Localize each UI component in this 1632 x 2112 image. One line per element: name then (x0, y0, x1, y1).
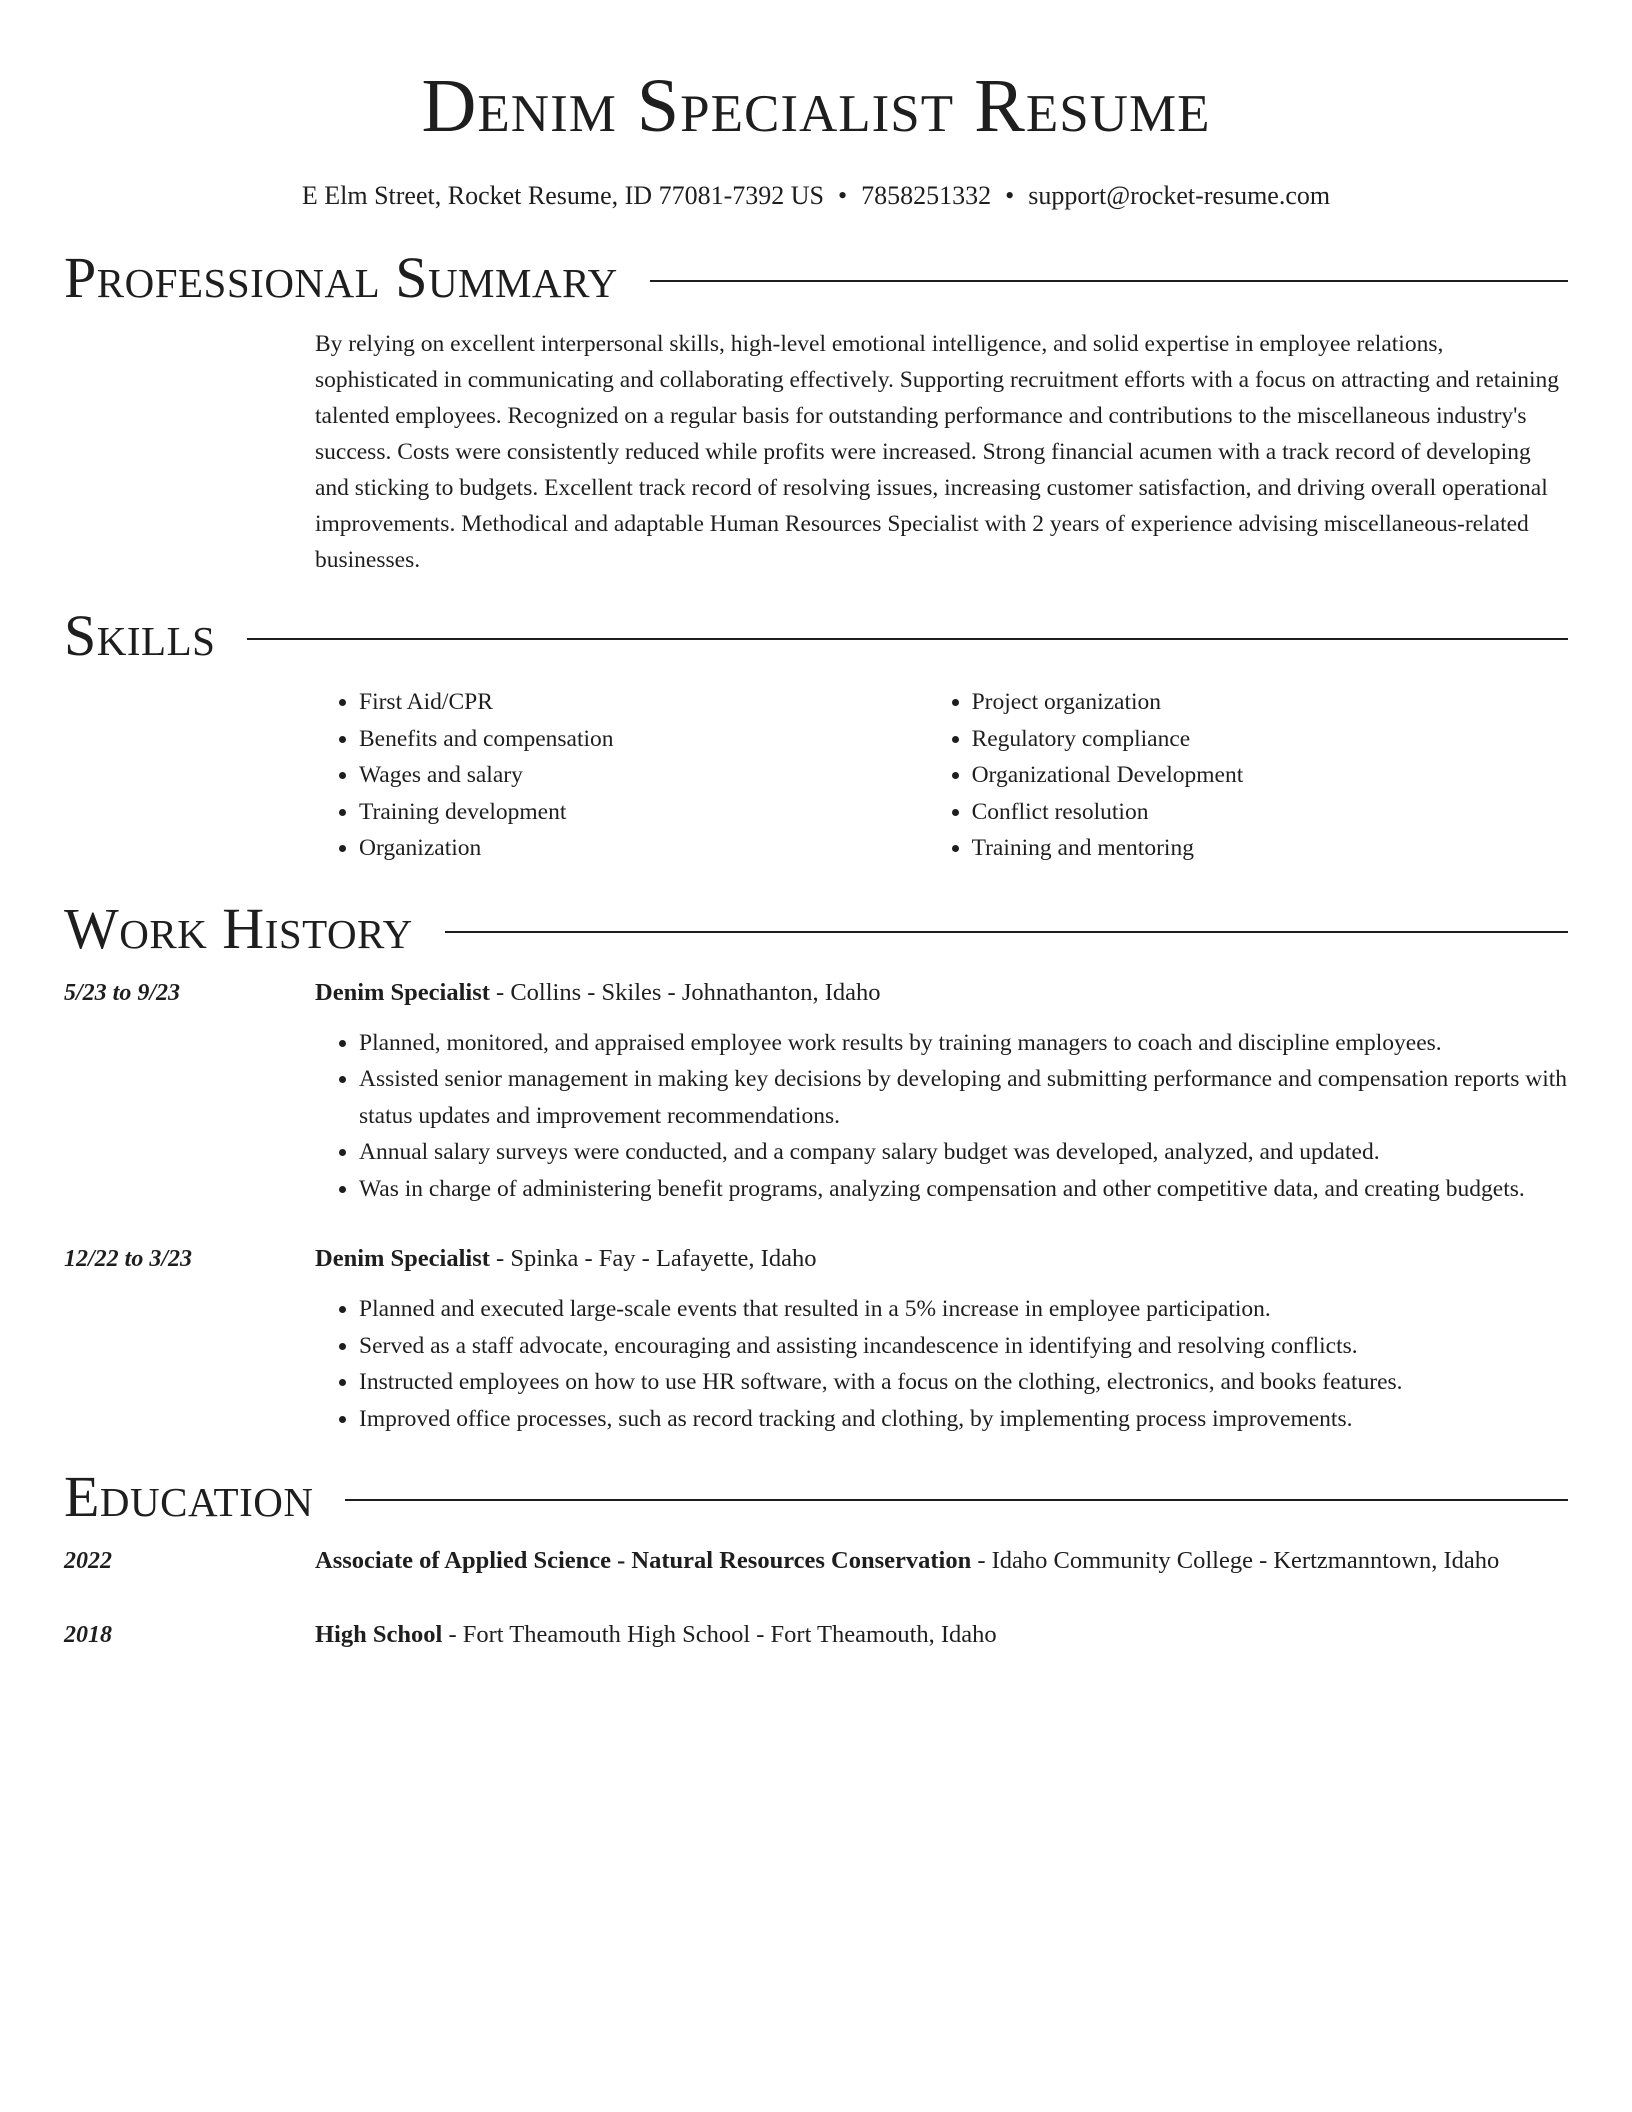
job-heading (315, 1241, 1568, 1277)
contact-separator: • (837, 181, 848, 210)
section-divider (445, 931, 1568, 933)
job-bullet: • Was in charge of administering benefit programs, analyzing compensation and other competitive data, and creating budgets. (359, 1171, 1568, 1208)
skills-list (315, 684, 1568, 867)
skill-item: • Organizational Development (972, 757, 1568, 794)
resume-page (64, 0, 1568, 1653)
education-date: 2022 (64, 1548, 112, 1574)
skill-item: • Organization (359, 830, 928, 867)
job-details: - Collins - Skiles - Johnathanton, Idaho (489, 978, 881, 1006)
section-divider (650, 280, 1568, 282)
job-bullet: • Instructed employees on how to use HR software, with a focus on the clothing, electronics, and books features. (359, 1364, 1568, 1401)
summary-heading: Professional Summary (64, 245, 618, 310)
job-bullets (64, 1025, 1568, 1208)
skills-column-left (315, 684, 928, 867)
job-bullet: • Assisted senior management in making key decisions by developing and submitting performance and compensation reports with status updates and improvement recommendations. (359, 1061, 1568, 1134)
job-date: 5/23 to 9/23 (64, 979, 181, 1006)
contact-phone: 7858251332 (861, 181, 992, 210)
contact-line (64, 180, 1568, 212)
job-bullet: • Served as a staff advocate, encouraging and assisting incandescence in identifying and resolving conflicts. (359, 1328, 1568, 1365)
education-date: 2018 (64, 1622, 112, 1648)
job-body (315, 1241, 1568, 1437)
job-entry (64, 975, 1568, 1208)
skills-column-right (928, 684, 1568, 867)
job-heading (315, 975, 1568, 1011)
education-entry (64, 1543, 1568, 1579)
resume-title: Denim Specialist Resume (421, 64, 1211, 148)
job-bullets (64, 1291, 1568, 1437)
job-bullet: • Annual salary surveys were conducted, and a company salary budget was developed, analyzed, and updated. (359, 1134, 1568, 1171)
education-heading: Education (64, 1464, 314, 1529)
skill-item: • Benefits and compensation (359, 721, 928, 758)
job-title: Denim Specialist (315, 978, 490, 1006)
contact-address: E Elm Street, Rocket Resume, ID 77081-7392 US (301, 181, 824, 210)
education-degree: High School (315, 1621, 443, 1648)
education-body (315, 1543, 1568, 1579)
section-divider (345, 1499, 1568, 1501)
job-bullet: • Planned and executed large-scale events that resulted in a 5% increase in employee participation. (359, 1291, 1568, 1328)
education-details: - Idaho Community College - Kertzmanntown, Idaho (971, 1547, 1500, 1574)
skill-item: • Training and mentoring (972, 830, 1568, 867)
skill-item: • Regulatory compliance (972, 721, 1568, 758)
education-degree: Associate of Applied Science - Natural Resources Conservation (315, 1547, 972, 1574)
education-body (315, 1617, 1568, 1653)
education-details: - Fort Theamouth High School - Fort Theamouth, Idaho (442, 1621, 997, 1648)
skill-item: • Project organization (972, 684, 1568, 721)
education-entry (64, 1617, 1568, 1653)
summary-section-header (64, 246, 1568, 310)
job-body (315, 975, 1568, 1208)
job-bullet: • Planned, monitored, and appraised employee work results by training managers to coach and discipline employees. (359, 1025, 1568, 1062)
job-details: - Spinka - Fay - Lafayette, Idaho (489, 1245, 817, 1272)
contact-email: support@rocket-resume.com (1028, 181, 1331, 210)
skills-section-header (64, 604, 1568, 668)
skill-item: • Conflict resolution (972, 794, 1568, 831)
job-bullet: • Improved office processes, such as record tracking and clothing, by implementing process improvements. (359, 1401, 1568, 1438)
job-title: Denim Specialist (315, 1245, 490, 1272)
skill-item: • First Aid/CPR (359, 684, 928, 721)
work-section-header (64, 897, 1568, 961)
section-divider (247, 638, 1568, 640)
skill-item: • Training development (359, 794, 928, 831)
contact-separator: • (1005, 181, 1015, 210)
education-section-header (64, 1465, 1568, 1529)
job-entry (64, 1241, 1568, 1437)
summary-text: By relying on excellent interpersonal skills, high-level emotional intelligence, and solid expertise in employee relations, sophisticated in communicating and collaborating effectively. Supporting recruitment efforts with a focus on attracting and retaining talented employees. Recognized on a regular basis for outstanding performance and contributions to the miscellaneous industry's success. Costs were consistently reduced while profits were increased. Strong financial acumen with a track record of developing and sticking to budgets. Excellent track record of resolving issues, increasing customer satisfaction, and driving overall operational improvements. Methodical and adaptable Human Resources Specialist with 2 years of experience advising miscellaneous-related businesses. (315, 331, 1560, 573)
skills-heading: Skills (64, 603, 216, 668)
work-heading: Work History (64, 895, 413, 961)
skill-item: • Wages and salary (359, 757, 928, 794)
job-date: 12/22 to 3/23 (64, 1246, 193, 1272)
